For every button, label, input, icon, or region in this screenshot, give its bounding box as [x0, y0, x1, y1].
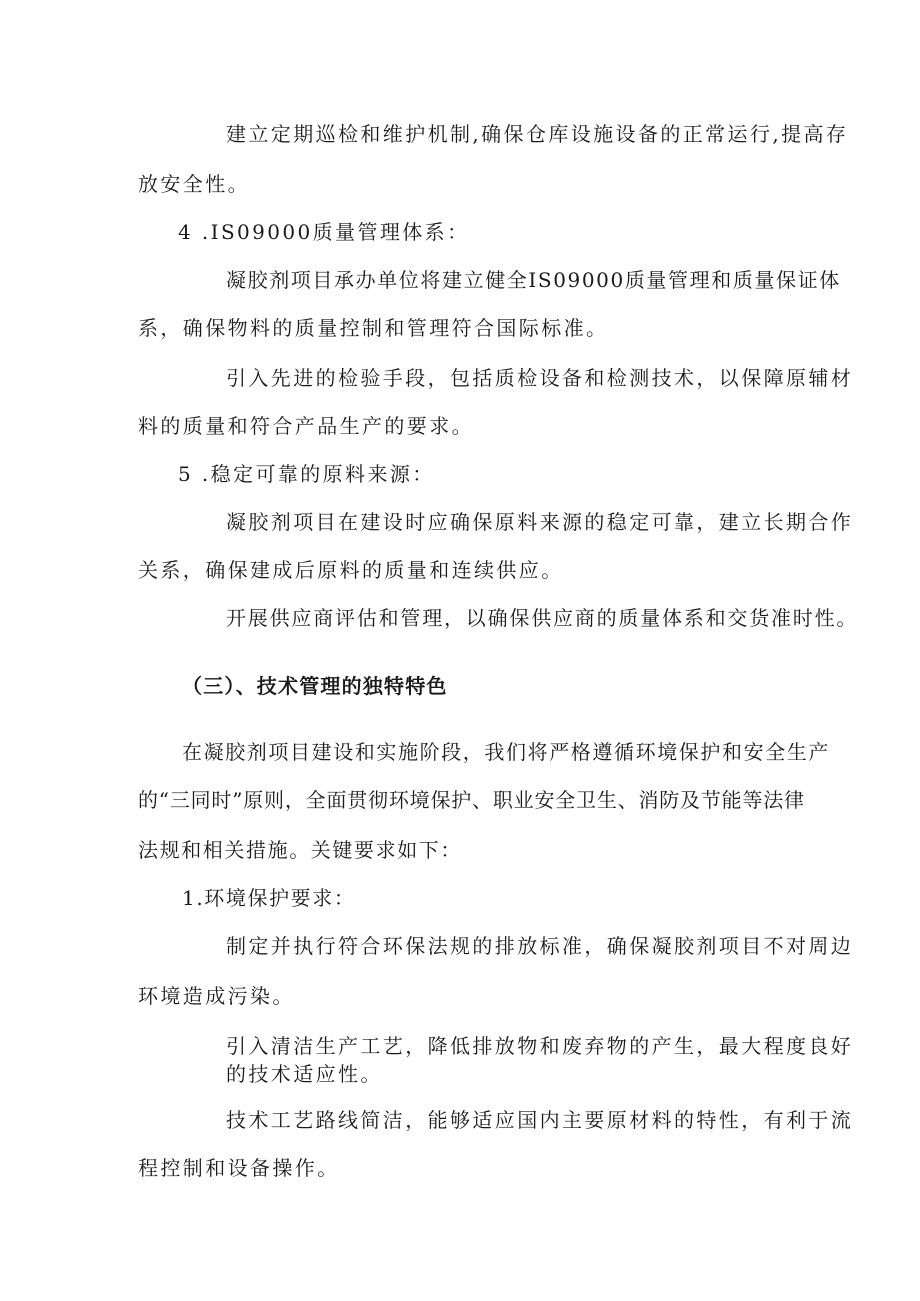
section-heading: （三）、技术管理的独特特色 — [182, 674, 448, 698]
paragraph-line: 放安全性。 — [138, 172, 250, 196]
paragraph-line: 系，确保物料的质量控制和管理符合国际标准。 — [138, 316, 609, 340]
paragraph-line: 法规和相关措施。关键要求如下： — [138, 838, 462, 862]
paragraph-line: 引入先进的检验手段，包括质检设备和检测技术，以保障原辅材 — [226, 366, 854, 390]
paragraph-line: 引入清洁生产工艺，降低排放物和废弃物的产生，最大程度良好 — [226, 1034, 854, 1058]
paragraph-line: 制定并执行符合环保法规的排放标准，确保凝胶剂项目不对周边 — [226, 934, 854, 958]
list-heading-5: 5 .稳定可靠的原料来源： — [178, 462, 435, 486]
paragraph-line: 在凝胶剂项目建设和实施阶段，我们将严格遵循环境保护和安全生产 — [182, 740, 830, 764]
paragraph-line: 凝胶剂项目承办单位将建立健全IS09000质量管理和质量保证体 — [226, 268, 841, 292]
paragraph-line: 的“三同时”原则，全面贯彻环境保护、职业安全卫生、消防及节能等法律 — [138, 788, 805, 812]
paragraph-line: 凝胶剂项目在建设时应确保原料来源的稳定可靠，建立长期合作 — [226, 510, 854, 534]
paragraph-line: 程控制和设备操作。 — [138, 1156, 340, 1180]
paragraph-line: 环境造成污染。 — [138, 984, 295, 1008]
list-heading-1: 1.环境保护要求： — [182, 886, 356, 910]
paragraph-line: 建立定期巡检和维护机制,确保仓库设施设备的正常运行,提高存 — [226, 122, 849, 146]
paragraph-line: 的技术适应性。 — [226, 1062, 383, 1086]
paragraph-line: 技术工艺路线简洁，能够适应国内主要原材料的特性，有利于流 — [226, 1108, 854, 1132]
paragraph-line: 开展供应商评估和管理，以确保供应商的质量体系和交货准时性。 — [226, 606, 859, 630]
list-heading-4: 4 .IS09000质量管理体系： — [178, 220, 470, 244]
paragraph-line: 关系，确保建成后原料的质量和连续供应。 — [138, 558, 564, 582]
paragraph-line: 料的质量和符合产品生产的要求。 — [138, 414, 474, 438]
